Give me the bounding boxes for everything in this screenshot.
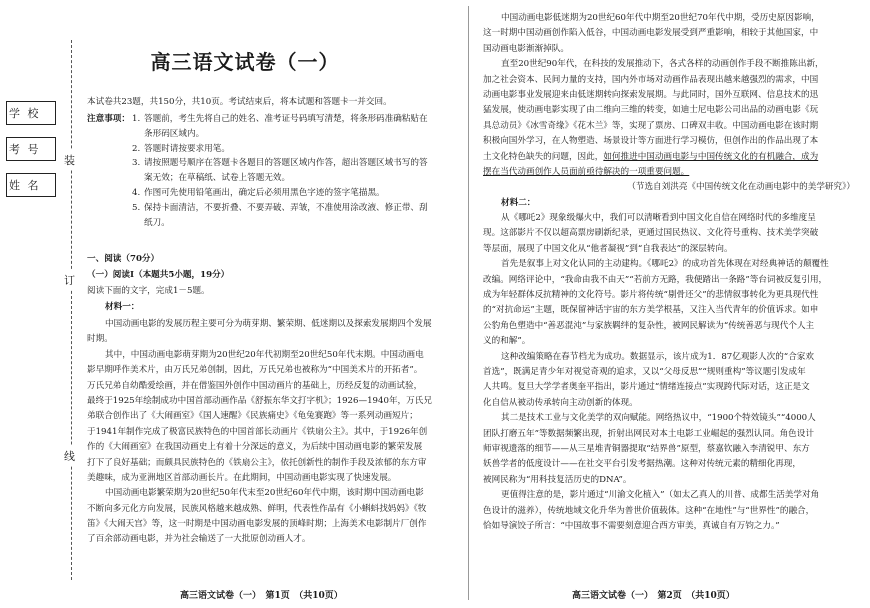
text-line: 最终于1925年绘制成功中国首部动画作品《舒振东华文打字机》；1926—1940年，万氏兄 xyxy=(87,395,432,406)
text-line: 于1941年制作完成了极富民族特色的中国首部长动画片《铁扇公主》。其中，于1926年创 xyxy=(87,426,428,437)
text-line: 妖兽学者的低度设计——在社交平台引发考据热潮。这种对传统元素的精细化再现， xyxy=(483,459,801,470)
text-line: 改编。网络评论中，“我命由我不由天”“若前方无路，我便踏出一条路”等台词被反复引用， xyxy=(483,274,828,285)
section-heading: 一、阅读（70分） xyxy=(87,254,160,264)
text-line: 国动画电影渐渐掉队。 xyxy=(483,43,569,54)
reading-instruction: 阅读下面的文字，完成1－5题。 xyxy=(87,286,210,296)
text-line: 土文化特色缺失的问题，因此，如何推进中国动画电影与中国传统文化的有机融合，成为 xyxy=(483,151,819,162)
text-line: 弟联合创作出了《大闹画室》《国人速醒》《民族痛史》《龟兔赛跑》等一系列动画短片； xyxy=(87,411,418,422)
text-line: 现。这部影片不仅以超高票房刷新纪录，更通过国民热议、文化符号重构、技术美学突破 xyxy=(483,228,819,239)
notes-row xyxy=(87,127,449,142)
notes-row xyxy=(87,216,449,231)
text-line: 成为年轻群体反抗精神的文化符号。影片将传统“剔骨还父”的悲情叙事转化为更具现代性 xyxy=(483,290,819,301)
page-divider xyxy=(468,6,469,600)
text-line: 从《哪吒2》现象级爆火中，我们可以清晰看到中国文化自信在网络时代的多维度呈 xyxy=(501,213,816,224)
text-line: 加之社会资本、民间力量的支持，国内外市场对动画作品表现出越来越强烈的需求，中国 xyxy=(483,74,819,85)
text-line: 人共鸣。复旦大学学者奥奎平指出，影片通过“情绪连接点”实现跨代际对话，这正是文 xyxy=(483,382,810,393)
text-line: 公豹角色塑造中“善恶混沌”与家族羁绊的复杂性，被网民解读为“传统善恶与现代个人主 xyxy=(483,320,815,331)
text-line: 动画电影事业发展迎来由低迷期转向探索发展期。与此同时，国外互联网、信息技术的迅 xyxy=(483,89,819,100)
text-line: 猛发展，使动画电影实现了由二维向三维的转变，如迪士尼电影公司出品的动画电影《玩 xyxy=(483,105,819,116)
text-line: （节选自刘洪亮《中国传统文化在动画电影中的美学研究》） xyxy=(627,182,855,193)
note-text: 案无效；在草稿纸、试卷上答题无效。 xyxy=(144,173,291,184)
text-line: 作的《大闹画室》在我国动画史上有着十分深远的意义，为后续中国动画电影的繁荣发展 xyxy=(87,442,423,453)
text-line: 材料二： xyxy=(501,197,536,208)
text-line: 首选”，既满足青少年对视觉奇观的追求，又以“父母反思”“规则重构”等议题引发成年 xyxy=(483,366,806,377)
binding-char-xian: 线 xyxy=(64,446,75,466)
page-title: 高三语文试卷（一） xyxy=(150,50,340,74)
text-line: 首先是叙事上对文化认同的主动建构。《哪吒2》的成功首先体现在对经典神话的颠覆性 xyxy=(501,259,829,270)
binding-char-zhuang: 装 xyxy=(64,150,75,170)
text-line: 万氏兄弟自幼酷爱绘画，并在借鉴国外创作中国动画片的基础上，历经反复的动画试验， xyxy=(87,380,423,391)
exam-number-field xyxy=(6,137,56,161)
note-text: 纸刀。 xyxy=(144,217,170,228)
notes-row: 3. 请按照题号顺序在答题卡各题目的答题区域内作答，超出答题区域书写的答 xyxy=(87,156,449,171)
subsection-heading: （一）阅读Ⅰ（本题共5小题，19分） xyxy=(87,270,230,280)
text-line: 其中，中国动画电影萌芽期为20世纪20年代初期至20世纪50年代末期。中国动画电 xyxy=(105,349,424,360)
material-label: 材料一： xyxy=(105,302,140,312)
left-column-text xyxy=(87,317,453,548)
text-line: 不断向多元化方向发展，民族风格越来越成熟、鲜明，代表性作品有《小蝌蚪找妈妈》《牧 xyxy=(87,503,427,514)
binding-char-ding: 订 xyxy=(64,270,75,290)
text-line: 直至20世纪90年代，在科技的发展推动下，各式各样的动画创作手段不断推陈出新， xyxy=(501,59,824,70)
school-label: 学 校 xyxy=(9,107,41,120)
exam-number-label: 考 号 xyxy=(9,143,41,156)
footer-page-1: 高三语文试卷（一） 第1页 （共10页） xyxy=(180,591,343,601)
notes-row: 2. 答题时请按要求用笔。 xyxy=(87,142,449,157)
notes-label: 注意事项： xyxy=(87,114,130,124)
text-line: 色设计的滋养），传统地域文化升华为普世价值载体。这种“在地性”与“世界性”的融合， xyxy=(483,505,815,516)
note-text: 请按照题号顺序在答题卡各题目的答题区域内作答，超出答题区域书写的答 xyxy=(144,158,428,169)
text-line: 影早期呼作美术片，由万氏兄弟创制，因此，万氏兄弟也被称为“中国美术片的开拓者”。 xyxy=(87,365,423,376)
text-line: 美趣味，成为亚洲地区首部动画长片。在此期间，中国动画电影实现了快速发展。 xyxy=(87,472,397,483)
notes-row: 4. 作图可先使用铅笔画出，确定后必须用黑色字迹的签字笔描黑。 xyxy=(87,186,449,201)
exam-intro: 本试卷共23题，共150分，共10页。考试结束后，将本试题和答题卡一并交回。 xyxy=(87,97,392,107)
text-line: 具总动员》《冰雪奇缘》《花木兰》等，实现了票房、口碑双丰收。中国动画电影在该时期 xyxy=(483,120,819,131)
text-line: 化自信从被动传承转向主动创新的体现。 xyxy=(483,397,638,408)
text-line: 中国动画电影低迷期为20世纪60年代中期至20世纪70年代中期，受历史原因影响， xyxy=(501,13,820,23)
text-line: 其二是技术工业与文化美学的双向赋能。网络热议中，“1900个特效镜头”“4000人 xyxy=(501,413,816,424)
text-line: 积极向国外学习，在人物塑造、场景设计等方面进行学习模仿，但创作出的作品出现了本 xyxy=(483,136,819,147)
text-line: 义的和解”。 xyxy=(483,336,531,347)
text-line: 的“对抗命运”主题，既保留神话宇宙的东方美学根基，又注入当代青年的价值诉求。如申 xyxy=(483,305,819,316)
note-text: 作图可先使用铅笔画出，确定后必须用黑色字迹的签字笔描黑。 xyxy=(144,187,385,198)
text-line: 师审视遗落的细节——从三星堆青铜器提取“结界兽”原型，蔡嘉钦融入李清锐甲、东方 xyxy=(483,443,810,454)
text-line: 恰如导演饺子所言：“中国故事不需要刻意迎合西方审美，真诚自有万钧之力。” xyxy=(483,520,780,531)
notes-row: 5. 保持卡面清洁，不要折叠、不要弄破、弄皱，不准使用涂改液、修正带、刮 xyxy=(87,201,449,216)
text-line: 这一时期中国动画创作陷入低谷，中国动画电影发展受到严重影响，相较于其他国家，中 xyxy=(483,28,819,39)
exam-notes xyxy=(87,112,449,230)
text-line: 更值得注意的是，影片通过“川渝文化植入”（如太乙真人的川普、成都生活美学对角 xyxy=(501,490,820,501)
binding-line xyxy=(71,40,72,580)
footer-page-2: 高三语文试卷（一） 第2页 （共10页） xyxy=(572,591,735,601)
text-line: 了百余部动画电影，并为社会输送了一大批原创动画人才。 xyxy=(87,534,311,545)
text-line: 等层面，展现了中国文化从“他者凝视”到“自我表达”的深层转向。 xyxy=(483,243,733,254)
text-line: 摆在当代动画创作人员面前亟待解决的一项重要问题。 xyxy=(483,166,690,177)
notes-row xyxy=(87,171,449,186)
text-line: 笛》《大闹天宫》等，这一时期是中国动画电影发展的顶峰时期；上海美术电影制片厂创作 xyxy=(87,519,427,530)
name-label: 姓 名 xyxy=(9,179,41,192)
note-text: 答题前，考生先将自己的姓名、准考证号码填写清楚，将条形码准确粘贴在 xyxy=(144,114,428,124)
text-line: 打下了良好基础；而颇具民族特色的《铁扇公主》，依托创新性的制作手段及浓郁的东方审 xyxy=(87,457,427,468)
text-line: 中国动画电影的发展历程主要可分为萌芽期、繁荣期、低迷期以及探索发展期四个发展 xyxy=(105,319,432,329)
text-line: 时期。 xyxy=(87,334,113,345)
school-field xyxy=(6,101,56,125)
note-text: 保持卡面清洁，不要折叠、不要弄破、弄皱，不准使用涂改液、修正带、刮 xyxy=(144,202,428,213)
text-line: 中国动画电影繁荣期为20世纪50年代末至20世纪60年代中期，该时期中国动画电影 xyxy=(105,488,424,499)
name-field xyxy=(6,173,56,197)
text-line: 这种改编策略在春节档尤为成功。数据显示，该片成为1．87亿观影人次的“合家欢 xyxy=(501,351,814,362)
text-line: 团队打磨五年”等数据频繁出现，折射出网民对本土电影工业崛起的强烈认同。角色设计 xyxy=(483,428,814,439)
note-text: 条形码区域内。 xyxy=(144,128,205,139)
note-text: 答题时请按要求用笔。 xyxy=(144,143,230,154)
notes-row: 注意事项： 1. 答题前，考生先将自己的姓名、准考证号码填写清楚，将条形码准确粘贴在 xyxy=(87,112,449,127)
right-column-text xyxy=(483,11,855,534)
text-line: 被网民称为“用科技复活历史的DNA”。 xyxy=(483,474,632,485)
